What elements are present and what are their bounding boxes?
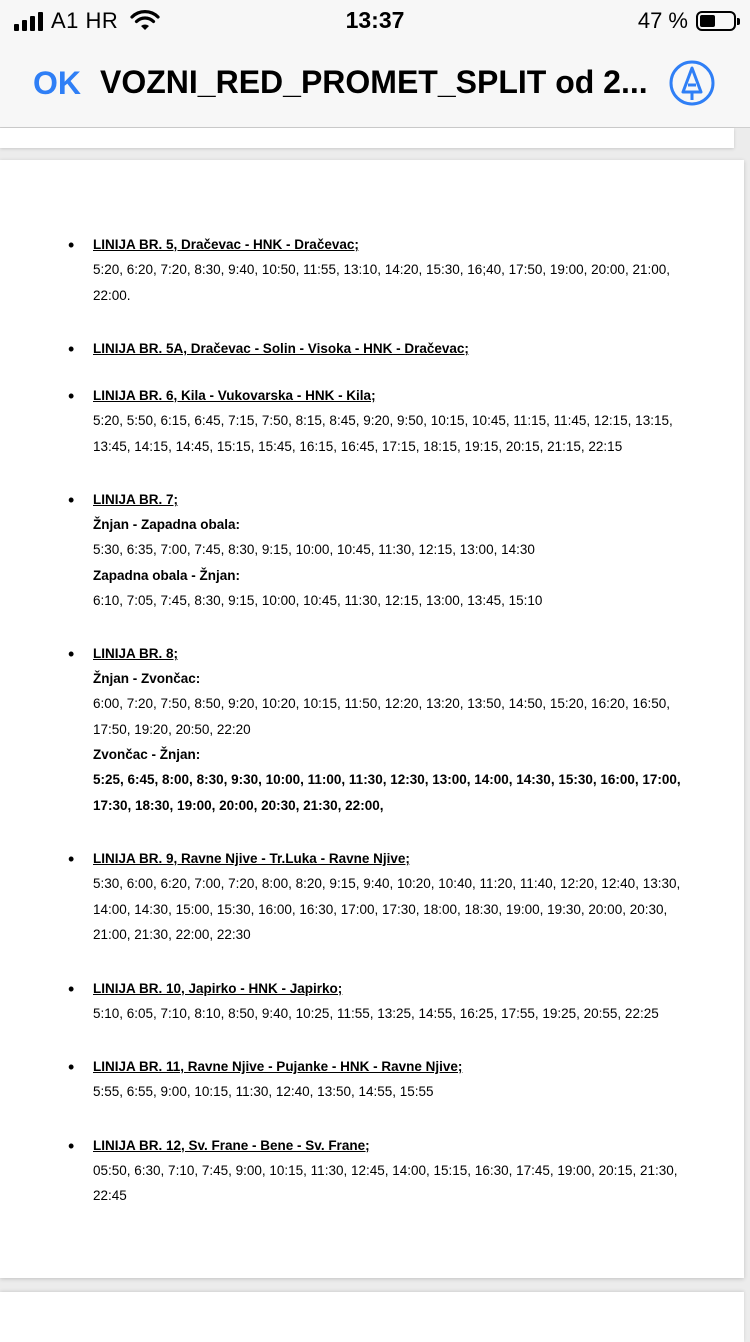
cellular-signal-icon bbox=[14, 11, 43, 31]
navigation-bar bbox=[0, 40, 750, 128]
route-10 bbox=[0, 976, 744, 1027]
status-bar bbox=[0, 0, 750, 40]
clock: 13:37 bbox=[345, 7, 405, 33]
route-title: LINIJA BR. 11, Ravne Njive - Pujanke - HNK - Ravne Njive; bbox=[93, 1059, 463, 1074]
bullet: • bbox=[68, 978, 75, 999]
route-7 bbox=[0, 487, 744, 613]
route-title: LINIJA BR. 10, Japirko - HNK - Japirko; bbox=[93, 980, 343, 996]
bullet: • bbox=[68, 849, 75, 869]
route-5a bbox=[0, 336, 744, 361]
route-times: 5:30, 6:00, 6:20, 7:00, 7:20, 8:00, 8:20, 9:15, 9:40, 10:20, 10:40, 11:20, 11:40, 12:20, 12:40, 13:30, 14:00, 14:30, 15:00, 15:30, 16:00, 16:30, 17:00, 17:30, 18:00, 18:30, 19:00, 19:30, 20:00, 20:30, 21:00, 21:30, 22:00, 22:30 bbox=[93, 876, 681, 942]
direction-title: Žnjan - Zvončac: bbox=[93, 671, 201, 686]
route-5 bbox=[0, 232, 744, 308]
route-12 bbox=[0, 1133, 744, 1209]
route-times: 5:55, 6:55, 9:00, 10:15, 11:30, 12:40, 13:50, 14:55, 15:55 bbox=[93, 1084, 434, 1099]
route-times: 5:30, 6:35, 7:00, 7:45, 8:30, 9:15, 10:00, 10:45, 11:30, 12:15, 13:00, 14:30 bbox=[93, 542, 535, 557]
route-title: LINIJA BR. 5, Dračevac - HNK - Dračevac; bbox=[93, 237, 359, 252]
route-title: LINIJA BR. 9, Ravne Njive - Tr.Luka - Ravne Njive; bbox=[93, 851, 410, 866]
route-times: 5:20, 5:50, 6:15, 6:45, 7:15, 7:50, 8:15, 8:45, 9:20, 9:50, 10:15, 10:45, 11:15, 11:45, 12:15, 13:15, 13:45, 14:15, 14:45, 15:15, 15:45, 16:15, 16:45, 17:15, 18:15, 19:15, 20:15, 21:15, 22:15 bbox=[93, 413, 673, 454]
bullet: • bbox=[68, 490, 75, 510]
bullet: • bbox=[68, 386, 75, 406]
route-title: LINIJA BR. 6, Kila - Vukovarska - HNK - Kila; bbox=[93, 388, 376, 403]
direction-title: Žnjan - Zapadna obala: bbox=[93, 517, 241, 532]
route-times: 5:20, 6:20, 7:20, 8:30, 9:40, 10:50, 11:55, 13:10, 14:20, 15:30, 16;40, 17:50, 19:00, 20:00, 21:00, 22:00. bbox=[93, 262, 670, 303]
status-right bbox=[638, 8, 736, 34]
status-left bbox=[14, 8, 160, 34]
battery-fill bbox=[700, 15, 715, 27]
route-times: 5:25, 6:45, 8:00, 8:30, 9:30, 10:00, 11:00, 11:30, 12:30, 13:00, 14:00, 14:30, 15:30, 16:00, 17:00, 17:30, 18:30, 19:00, 20:00, 20:30, 21:30, 22:00, bbox=[93, 772, 681, 813]
route-times: 6:10, 7:05, 7:45, 8:30, 9:15, 10:00, 10:45, 11:30, 12:15, 13:00, 13:45, 15:10 bbox=[93, 592, 543, 608]
battery-cap bbox=[737, 18, 740, 25]
document-page[interactable] bbox=[0, 160, 744, 1278]
route-8 bbox=[0, 641, 744, 818]
bullet: • bbox=[68, 644, 75, 664]
route-times: 5:10, 6:05, 7:10, 8:10, 8:50, 9:40, 10:25, 11:55, 13:25, 14:55, 16:25, 17:55, 19:25, 20:55, 22:25 bbox=[93, 1005, 659, 1021]
next-page-edge bbox=[0, 1292, 744, 1342]
carrier-name: A1 HR bbox=[51, 8, 119, 33]
direction-title: Zvončac - Žnjan: bbox=[93, 747, 201, 762]
document-title: VOZNI_RED_PROMET_SPLIT od 2... bbox=[100, 64, 648, 100]
direction-title: Zapadna obala - Žnjan: bbox=[93, 567, 241, 583]
route-title: LINIJA BR. 12, Sv. Frane - Bene - Sv. Frane; bbox=[93, 1137, 370, 1153]
route-times: 05:50, 6:30, 7:10, 7:45, 9:00, 10:15, 11:30, 12:45, 14:00, 15:15, 16:30, 17:45, 19:00, 20:15, 21:30, 22:45 bbox=[93, 1162, 678, 1203]
route-list bbox=[0, 232, 744, 1237]
battery-percent: 47 % bbox=[637, 8, 688, 33]
route-title: LINIJA BR. 8; bbox=[93, 646, 179, 661]
route-9 bbox=[0, 846, 744, 948]
previous-page-edge bbox=[0, 128, 734, 148]
bullet: • bbox=[68, 1057, 75, 1077]
route-title: LINIJA BR. 5A, Dračevac - Solin - Visoka - HNK - Dračevac; bbox=[93, 341, 469, 356]
route-6 bbox=[0, 383, 744, 459]
bullet: • bbox=[68, 1135, 75, 1156]
markup-pen-icon[interactable] bbox=[668, 59, 716, 107]
route-times: 6:00, 7:20, 7:50, 8:50, 9:20, 10:20, 10:15, 11:50, 12:20, 13:20, 13:50, 14:50, 15:20, 16:20, 16:50, 17:50, 19:20, 20:50, 22:20 bbox=[93, 696, 670, 737]
route-title: LINIJA BR. 7; bbox=[93, 492, 179, 507]
battery-icon bbox=[696, 11, 736, 31]
route-11 bbox=[0, 1054, 744, 1105]
ok-button[interactable]: OK bbox=[33, 65, 81, 101]
bullet: • bbox=[68, 339, 75, 359]
wifi-icon bbox=[130, 10, 160, 32]
bullet: • bbox=[68, 235, 75, 255]
